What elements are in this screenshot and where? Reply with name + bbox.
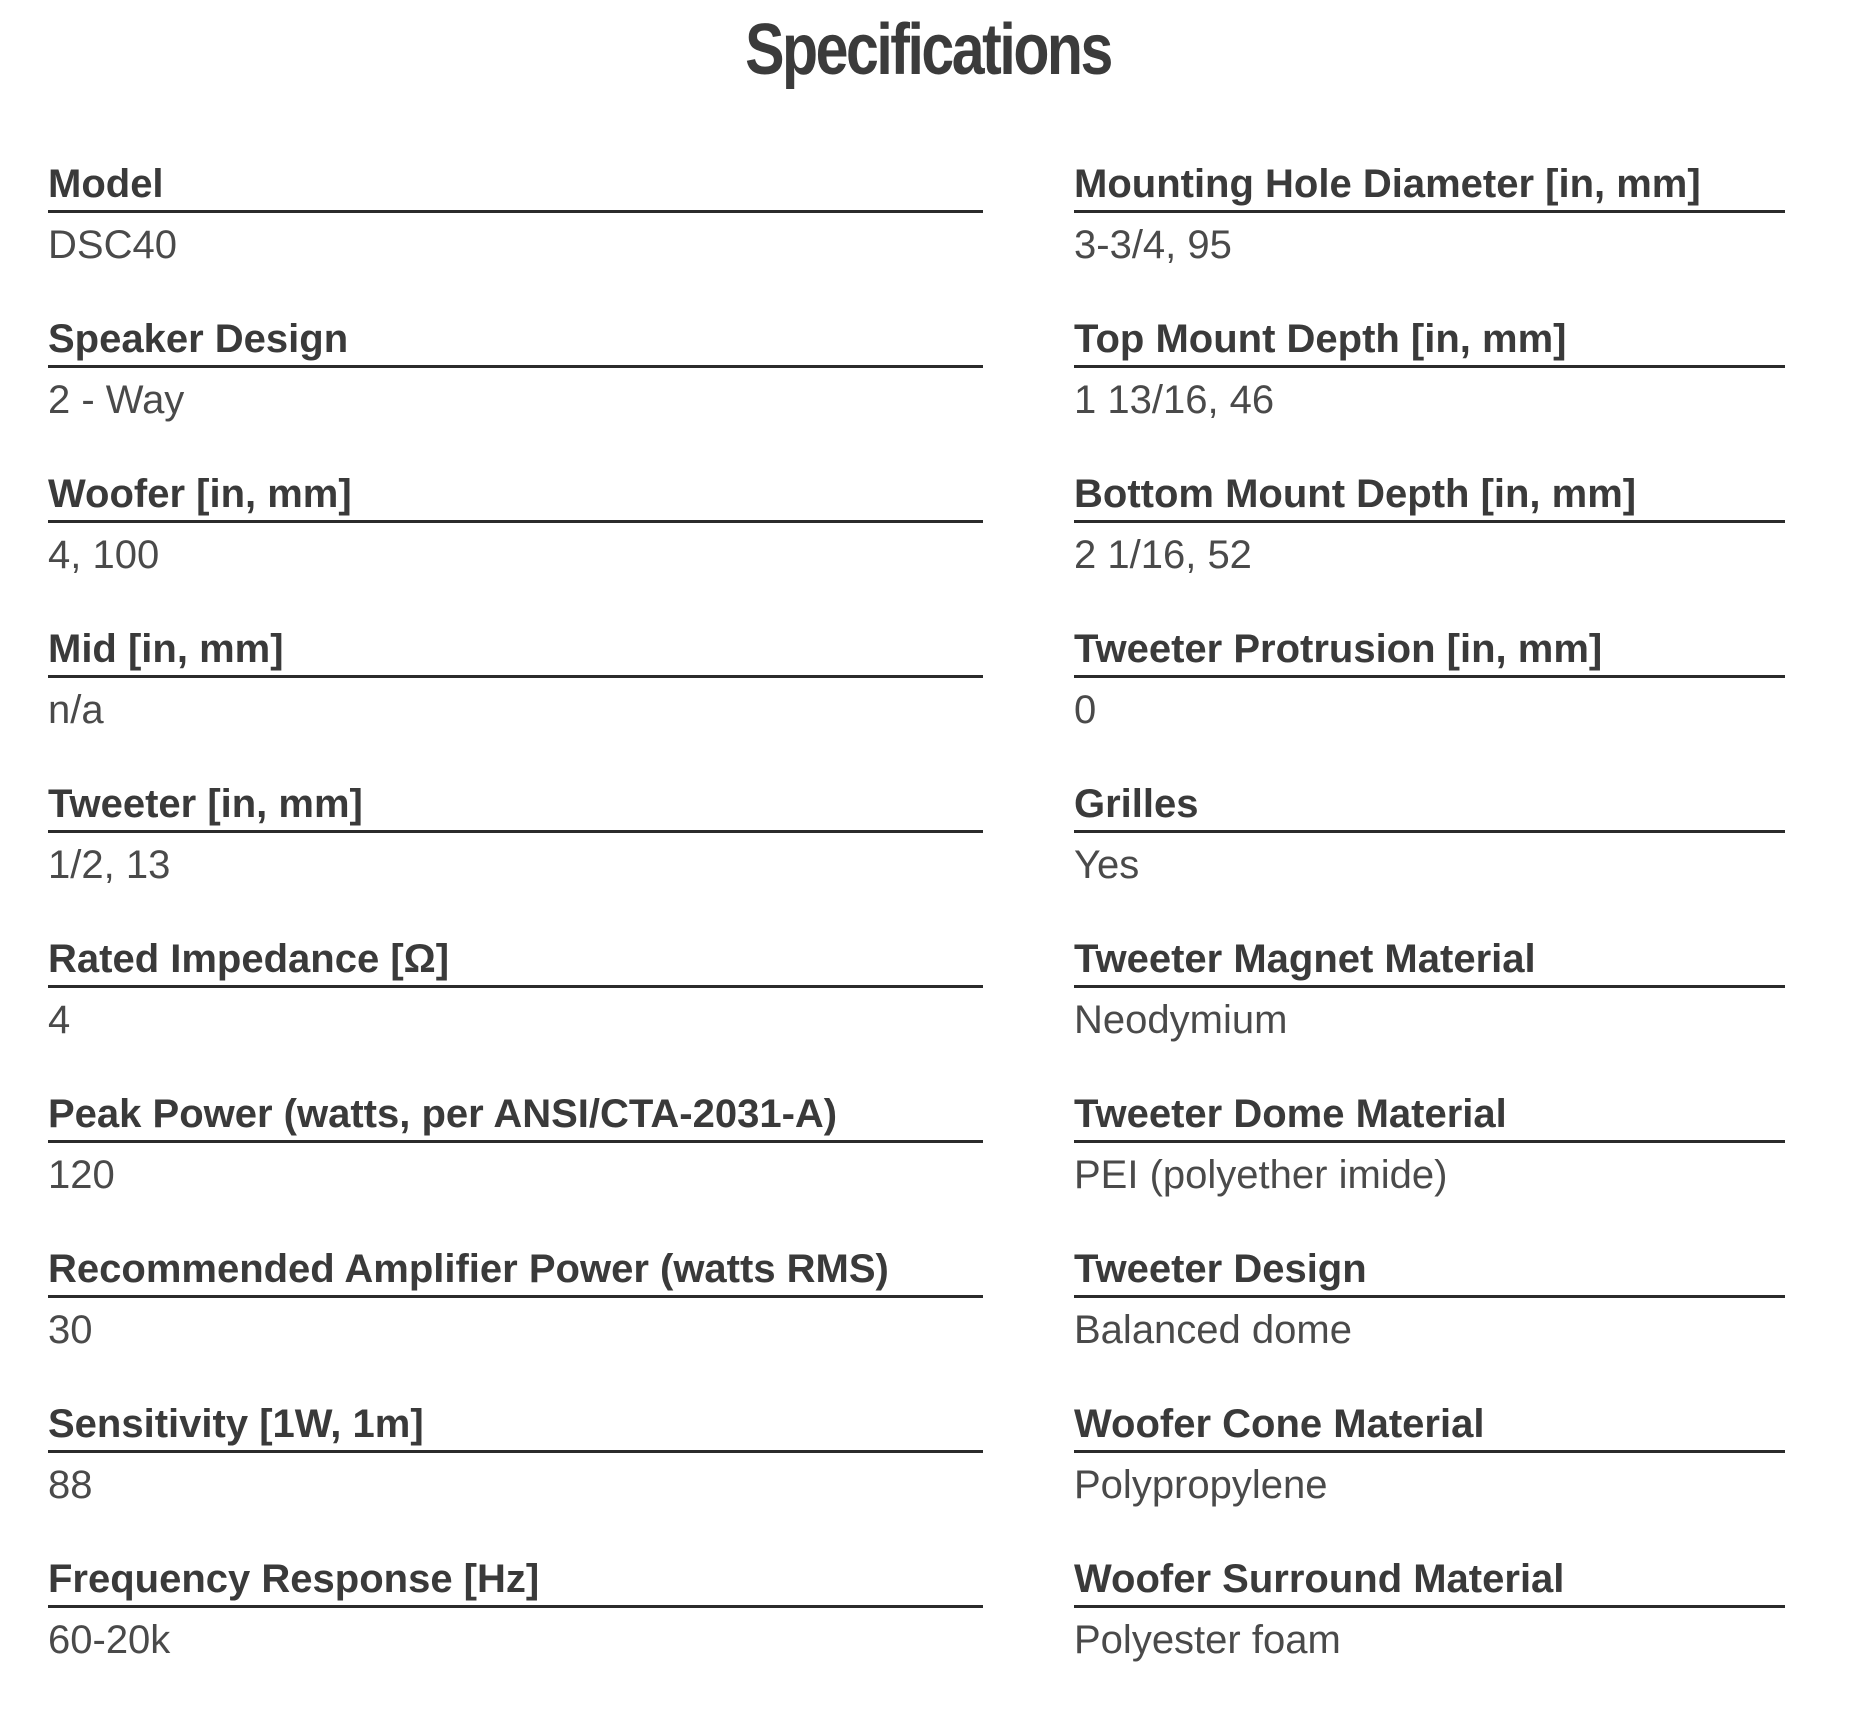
spec-item-peak-power bbox=[48, 1090, 983, 1245]
spec-value: Neodymium bbox=[1074, 998, 1288, 1042]
spec-label: Mid [in, mm] bbox=[48, 625, 983, 678]
spec-value: Polyester foam bbox=[1074, 1618, 1341, 1662]
spec-label: Mounting Hole Diameter [in, mm] bbox=[1074, 160, 1785, 213]
spec-item-tweeter-dome-material bbox=[1074, 1090, 1785, 1245]
spec-label: Model bbox=[48, 160, 983, 213]
spec-value: PEI (polyether imide) bbox=[1074, 1153, 1448, 1197]
spec-label: Tweeter Design bbox=[1074, 1245, 1785, 1298]
spec-label: Tweeter Dome Material bbox=[1074, 1090, 1785, 1143]
spec-item-recommended-amplifier-power bbox=[48, 1245, 983, 1400]
spec-item-top-mount-depth bbox=[1074, 315, 1785, 470]
spec-value: 60-20k bbox=[48, 1618, 171, 1662]
spec-column-right bbox=[1074, 160, 1785, 1710]
spec-value: n/a bbox=[48, 688, 104, 732]
spec-value: 120 bbox=[48, 1153, 115, 1197]
spec-item-rated-impedance bbox=[48, 935, 983, 1090]
spec-item-mounting-hole-diameter bbox=[1074, 160, 1785, 315]
spec-item-grilles bbox=[1074, 780, 1785, 935]
spec-value: 0 bbox=[1074, 688, 1097, 732]
spec-item-woofer-cone-material bbox=[1074, 1400, 1785, 1555]
spec-item-model bbox=[48, 160, 983, 315]
spec-item-woofer-surround-material bbox=[1074, 1555, 1785, 1710]
spec-item-bottom-mount-depth bbox=[1074, 470, 1785, 625]
spec-item-frequency-response bbox=[48, 1555, 983, 1710]
spec-label: Tweeter Magnet Material bbox=[1074, 935, 1785, 988]
spec-label: Tweeter Protrusion [in, mm] bbox=[1074, 625, 1785, 678]
spec-item-tweeter-design bbox=[1074, 1245, 1785, 1400]
spec-label: Sensitivity [1W, 1m] bbox=[48, 1400, 983, 1453]
spec-item-tweeter-magnet-material bbox=[1074, 935, 1785, 1090]
spec-value: 1/2, 13 bbox=[48, 843, 171, 887]
spec-label: Tweeter [in, mm] bbox=[48, 780, 983, 833]
page-title: Specifications bbox=[745, 10, 1111, 90]
spec-value: 30 bbox=[48, 1308, 93, 1352]
spec-item-tweeter-protrusion bbox=[1074, 625, 1785, 780]
spec-label: Bottom Mount Depth [in, mm] bbox=[1074, 470, 1785, 523]
spec-item-tweeter bbox=[48, 780, 983, 935]
spec-value: 88 bbox=[48, 1463, 93, 1507]
spec-value: Balanced dome bbox=[1074, 1308, 1352, 1352]
spec-value: 4 bbox=[48, 998, 71, 1042]
spec-label: Woofer Cone Material bbox=[1074, 1400, 1785, 1453]
spec-item-speaker-design bbox=[48, 315, 983, 470]
spec-item-mid bbox=[48, 625, 983, 780]
spec-label: Peak Power (watts, per ANSI/CTA-2031-A) bbox=[48, 1090, 983, 1143]
spec-label: Top Mount Depth [in, mm] bbox=[1074, 315, 1785, 368]
spec-item-sensitivity bbox=[48, 1400, 983, 1555]
spec-label: Recommended Amplifier Power (watts RMS) bbox=[48, 1245, 983, 1298]
spec-label: Rated Impedance [Ω] bbox=[48, 935, 983, 988]
spec-value: 1 13/16, 46 bbox=[1074, 378, 1275, 422]
spec-value: Polypropylene bbox=[1074, 1463, 1328, 1507]
spec-label: Woofer [in, mm] bbox=[48, 470, 983, 523]
spec-value: Yes bbox=[1074, 843, 1140, 887]
spec-value: DSC40 bbox=[48, 223, 177, 267]
spec-item-woofer bbox=[48, 470, 983, 625]
spec-value: 3-3/4, 95 bbox=[1074, 223, 1232, 267]
spec-value: 4, 100 bbox=[48, 533, 160, 577]
spec-label: Frequency Response [Hz] bbox=[48, 1555, 983, 1608]
spec-value: 2 1/16, 52 bbox=[1074, 533, 1252, 577]
spec-value: 2 - Way bbox=[48, 378, 185, 422]
spec-label: Woofer Surround Material bbox=[1074, 1555, 1785, 1608]
spec-column-left bbox=[48, 160, 983, 1710]
spec-label: Speaker Design bbox=[48, 315, 983, 368]
spec-label: Grilles bbox=[1074, 780, 1785, 833]
